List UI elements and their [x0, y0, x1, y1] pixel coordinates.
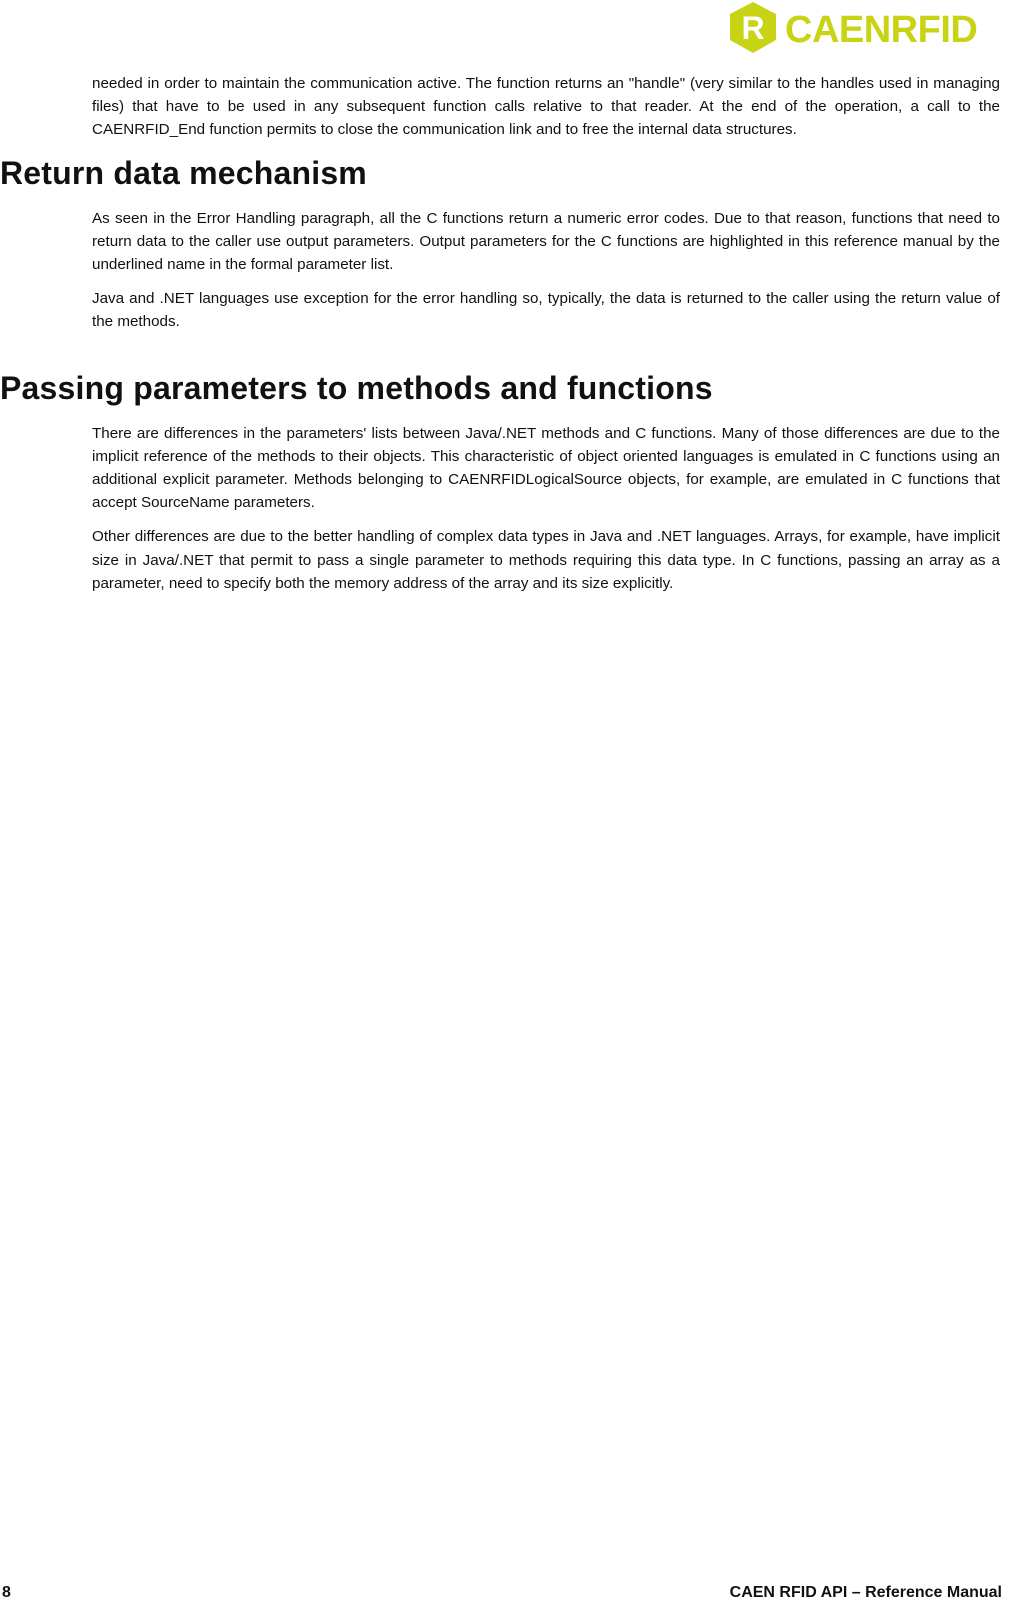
page-footer — [0, 1584, 1002, 1602]
caenrfid-logo-graphic — [726, 0, 1004, 56]
section-heading-passing-parameters: Passing parameters to methods and functions — [0, 369, 713, 406]
passing-parameters-paragraph-2: Other differences are due to the better handling of complex data types in Java and .NET languages. Arrays, for example, have implicit size in Java/.NET that permit to pass a single parameter to methods requiring this data type. In C functions, passing an array as a parameter, need to specify both the memory address of the array and its size explicitly. — [92, 528, 1000, 592]
return-data-paragraph-2: Java and .NET languages use exception for the error handling so, typically, the data is returned to the caller using the return value of the methods. — [92, 290, 1000, 331]
document-title: CAEN RFID API – Reference Manual — [729, 1584, 1002, 1601]
intro-paragraph: needed in order to maintain the communication active. The function returns an "handle" (very similar to the handles used in managing files) that have to be used in any subsequent function calls relative to that reader. At the end of the operation, a call to the CAENRFID_End function permits to close the communication link and to free the internal data structures. — [92, 75, 1000, 139]
section-heading-return-data: Return data mechanism — [0, 154, 367, 191]
logo-mark-letter: R — [741, 10, 765, 46]
passing-parameters-paragraph-1: There are differences in the parameters' lists between Java/.NET methods and C functions. Many of those differences are due to the implicit reference of the methods to their objects. This characteristic of object oriented languages is emulated in C functions using an additional explicit parameter. Methods belonging to CAENRFIDLogicalSource objects, for example, are emulated in C functions that accept SourceName parameters. — [92, 424, 1000, 512]
logo-wordmark: CAENRFID — [785, 9, 978, 51]
page-number: 8 — [2, 1584, 11, 1601]
return-data-paragraph-1: As seen in the Error Handling paragraph, all the C functions return a numeric error codes. Due to that reason, functions that need to return data to the caller use output parameters. Output parameters for the C functions are highlighted in this reference manual by the underlined name in the formal parameter list. — [92, 209, 1000, 274]
page-content — [0, 72, 1010, 606]
caenrfid-logo — [726, 0, 1004, 56]
